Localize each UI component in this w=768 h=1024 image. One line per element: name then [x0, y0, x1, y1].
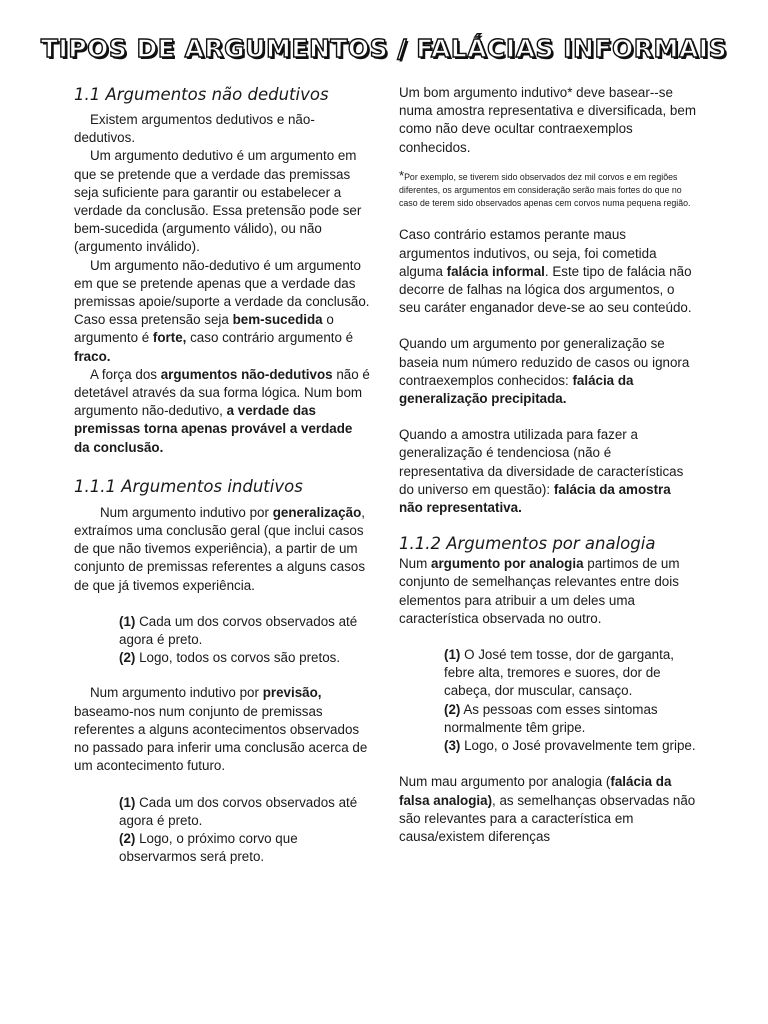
example-item: (1) Cada um dos corvos observados até agora é preto.	[119, 794, 358, 828]
section-heading-analogia: 1.1.2 Argumentos por analogia	[399, 534, 656, 554]
paragraph-generalizacao-precipitada: Quando um argumento por generalização se baseia num número reduzido de casos ou ignora contraexemplos conhecidos: falácia da generalização precipitada.	[399, 336, 690, 407]
example-item: (1) O José tem tosse, dor de garganta, febre alta, tremores e suores, dor de cabeça, dor muscular, cansaço.	[444, 647, 674, 699]
paragraph-falsa-analogia: Num mau argumento por analogia (falácia da falsa analogia), as semelhanças observadas não são relevantes para a característica em causa/existem diferenças	[399, 774, 696, 844]
page-title: TIPOS DE ARGUMENTOS / FALÁCIAS INFORMAIS	[40, 34, 728, 63]
paragraph-nao-dedutivo: Um argumento não-dedutivo é um argumento em que se pretende apenas que a verdade das premissas apoie/suporte a verdade da conclusão. Caso essa pretensão seja bem-sucedida o argumento é forte, caso contrário argumento é fraco.	[74, 257, 370, 364]
paragraph-maus-indutivos: Caso contrário estamos perante maus argumentos indutivos, ou seja, foi cometida alguma falácia informal. Este tipo de falácia não decorre de falhas na lógica dos argumentos, o seu caráter enganador deve-se ao seu conteúdo.	[399, 227, 692, 316]
paragraph-previsao: Num argumento indutivo por previsão, baseamo-nos num conjunto de premissas referentes a alguns acontecimentos observados no passado para inferir uma conclusão acerca de um acontecimento futuro.	[74, 685, 368, 774]
paragraph-bom-indutivo: Um bom argumento indutivo* deve basear--se numa amostra representativa e diversificada, bem como não deve ocultar contraexemplos conhecidos.	[399, 85, 696, 155]
example-item: (3) Logo, o José provavelmente tem gripe.	[444, 738, 696, 754]
paragraph-generalizacao: Num argumento indutivo por generalização, extraímos uma conclusão geral (que inclui casos de que não tivemos experiência), a partir de um conjunto de premissas referentes a alguns casos de que já tivemos experiência.	[74, 504, 366, 593]
example-analogia	[399, 646, 697, 755]
paragraph-intro: Existem argumentos dedutivos e não-dedutivos.	[74, 112, 315, 146]
paragraph-forca: A força dos argumentos não-dedutivos não é detetável através da sua forma lógica. Num bom argumento não-dedutivo, a verdade das premissas torna apenas provável a verdade da conclusão.	[74, 366, 370, 455]
example-item: (2) Logo, o próximo corvo que observarmos será preto.	[119, 830, 298, 865]
left-column	[74, 84, 370, 866]
right-column	[399, 84, 697, 846]
section-heading-nao-dedutivos: 1.1 Argumentos não dedutivos	[74, 85, 329, 104]
paragraph-amostra-nao-representativa: Quando a amostra utilizada para fazer a generalização é tendenciosa (não é representativa da diversidade de características do universo em questão): falácia da amostra não representativa.	[399, 427, 684, 516]
example-item: (2) Logo, todos os corvos são pretos.	[119, 650, 341, 666]
example-previsao	[74, 794, 370, 867]
paragraph-dedutivo: Um argumento dedutivo é um argumento em que se pretende que a verdade das premissas seja suficiente para garantir ou estabelecer a verdade da conclusão. Essa pretensão pode ser bem-sucedida (argumento válido), ou não (argumento inválido).	[74, 148, 362, 255]
paragraph-analogia: Num argumento por analogia partimos de um conjunto de semelhanças relevantes entre dois elementos para atribuir a um deles uma característica observada no outro.	[399, 556, 680, 626]
example-item: (2) As pessoas com esses sintomas normalmente têm gripe.	[444, 701, 658, 735]
example-item: (1) Cada um dos corvos observados até agora é preto.	[119, 613, 358, 648]
example-generalizacao	[74, 613, 370, 668]
footnote: *Por exemplo, se tiverem sido observados dez mil corvos e em regiões diferentes, os argumentos em consideração serão mais fortes do que no caso de terem sido observados apenas cem corvos numa pequena região.	[399, 167, 691, 209]
section-heading-indutivos: 1.1.1 Argumentos indutivos	[74, 476, 303, 496]
